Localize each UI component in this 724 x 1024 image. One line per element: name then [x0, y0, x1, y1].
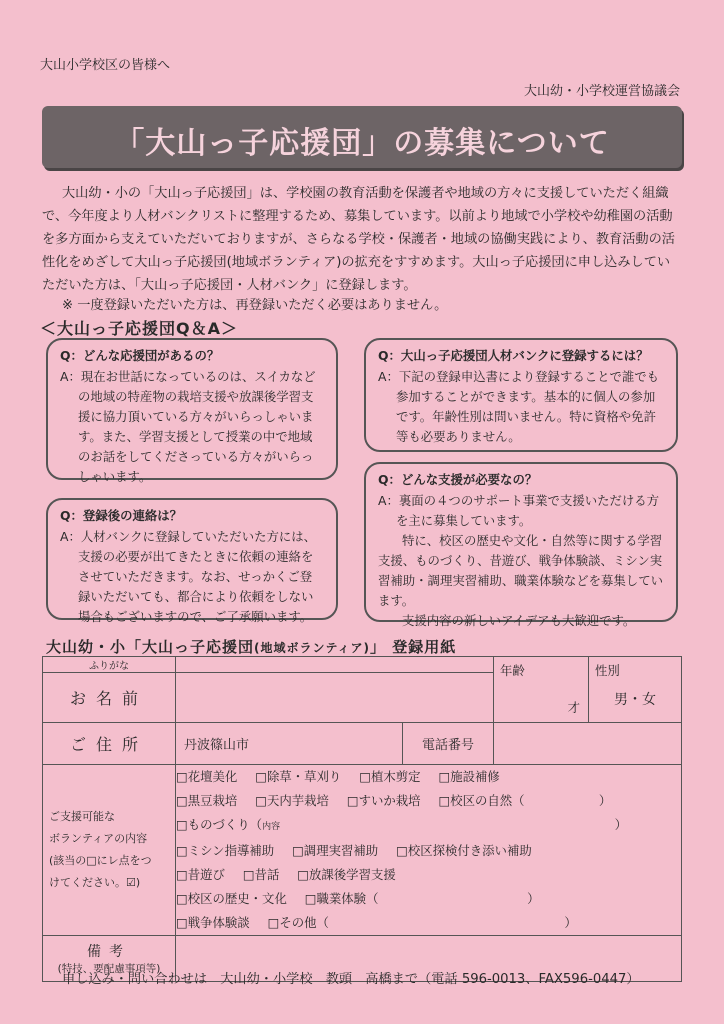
checkbox-option[interactable]: □すいか栽培: [346, 793, 421, 808]
qa-answer: A：下記の登録申込書により登録することで誰でも参加することができます。基本的に個人の参加です。年齢性別は問いません。特に資格や免許等も必要ありません。: [378, 369, 660, 444]
checkbox-option[interactable]: □放課後学習支援: [297, 867, 396, 882]
support-row: [176, 765, 681, 789]
qa-answer-detail: 特に、校区の歴史や文化・自然等に関する学習支援、ものづくり、昔遊び、戦争体験談、ミシン実習補助・調理実習補助、職業体験などを募集しています。: [378, 533, 663, 608]
checkbox-option[interactable]: □昔遊び: [176, 867, 225, 882]
checkbox-option[interactable]: □花壇美化: [176, 769, 238, 784]
checkbox-option[interactable]: □校区の自然（ ）: [438, 793, 612, 808]
addressee: 大山小学校区の皆様へ: [40, 58, 171, 73]
address-label: ご住所: [43, 723, 176, 765]
support-row: [176, 863, 681, 887]
contact-footer: 申し込み・問い合わせは 大山幼・小学校 教頭 高橋まで（電話 596-0013、FAX596-0447）: [62, 972, 640, 987]
support-row: [176, 789, 681, 813]
support-row: [176, 839, 681, 863]
support-row: [176, 887, 681, 911]
content-label: 内容: [262, 822, 281, 832]
checkbox-option[interactable]: □校区探検付き添い補助: [396, 843, 532, 858]
qa-heading: ＜大山っ子応援団Q＆A＞: [40, 319, 238, 338]
checkbox-option[interactable]: □ミシン指導補助: [176, 843, 275, 858]
gender-field[interactable]: [589, 657, 682, 723]
remarks-label: 備考 (特技、要配慮事項等): [43, 936, 176, 982]
age-field[interactable]: [494, 657, 589, 723]
age-unit: 才: [567, 700, 580, 715]
address-field[interactable]: 丹波篠山市: [176, 723, 403, 765]
support-row: [176, 911, 681, 935]
checkbox-option[interactable]: □除草・草刈り: [255, 769, 342, 784]
form-title: 大山幼・小「大山っ子応援団(地域ボランティア)」 登録用紙: [46, 638, 457, 656]
checkbox-option[interactable]: □黒豆栽培: [176, 793, 238, 808]
qa-box-what-groups: [46, 338, 338, 484]
qa-box-support-needed: [364, 462, 678, 628]
checkbox-option[interactable]: □調理実習補助: [292, 843, 379, 858]
checkbox-option[interactable]: □校区の歴史・文化: [176, 891, 287, 906]
checkbox-option[interactable]: □天内芋栽培: [255, 793, 329, 808]
qa-box-contact-after: [46, 498, 338, 624]
qa-answer: A：現在お世話になっているのは、スイカなどの地域の特産物の栽培支援や放課後学習支援に協力頂いている方々がいらっしゃいます。また、学習支援として授業の中で地域のお話をしてくださっている方々がいらっしゃいます。: [60, 369, 316, 484]
phone-label: 電話番号: [403, 723, 494, 765]
phone-field[interactable]: [494, 723, 682, 765]
page-title: 「大山っ子応援団」の募集について: [114, 126, 610, 161]
qa-question: Q：大山っ子応援団人材バンクに登録するには？: [378, 348, 649, 363]
checkbox-option[interactable]: □昔話: [242, 867, 280, 882]
name-label: お名前: [43, 673, 176, 723]
checkbox-option[interactable]: □植木剪定: [359, 769, 421, 784]
content-blank[interactable]: ）: [280, 817, 628, 832]
qa-question: Q：登録後の連絡は？: [60, 508, 183, 523]
title-banner: [42, 106, 682, 168]
checkbox-option[interactable]: □施設補修: [438, 769, 500, 784]
checkbox-option[interactable]: □職業体験（ ）: [304, 891, 540, 906]
qa-answer: A：裏面の４つのサポート事業で支援いただける方を主に募集しています。: [378, 493, 660, 528]
qa-answer: A：人材バンクに登録していただいた方には、支援の必要が出てきたときに依頼の連絡をさせていただきます。なお、せっかくご登録いただいても、都合により依頼をしない場合もございますので、ご了承願います。: [60, 529, 317, 624]
qa-question: Q：どんな支援が必要なの？: [378, 472, 538, 487]
intro-paragraph: 大山幼・小の「大山っ子応援団」は、学校園の教育活動を保護者や地域の方々に支援していただく組織で、今年度より人材バンクリストに整理するため、募集しています。以前より地域で小学校や幼稚園の活動を多方面から支えていただいておりますが、さらなる学校・保護者・地域の協働実践により、教育活動の活性化をめざして大山っ子応援団(地域ボランティア)の拡充をすすめます。大山っ子応援団に申し込みしていただいた方は、「大山っ子応援団・人材バンク」に登録します。: [42, 186, 675, 293]
registration-form: [42, 656, 682, 982]
checkbox-option[interactable]: □その他（ ）: [267, 915, 577, 930]
support-row: [176, 813, 681, 839]
checkbox-option[interactable]: □ものづくり（: [176, 817, 263, 832]
gender-options[interactable]: 男・女: [614, 692, 656, 708]
qa-box-how-to-register: [364, 338, 678, 452]
support-label: ご支援可能な ボランティアの内容 (該当の□にレ点をつ けてください。☑): [43, 765, 176, 936]
intro-note: ※ 一度登録いただいた方は、再登録いただく必要はありません。: [62, 298, 448, 313]
support-options[interactable]: [176, 765, 682, 936]
qa-question: Q：どんな応援団があるの？: [60, 348, 220, 363]
checkbox-option[interactable]: □戦争体験談: [176, 915, 250, 930]
name-field[interactable]: [176, 673, 494, 723]
furigana-label: ふりがな: [43, 657, 176, 673]
qa-answer-closing: 支援内容の新しいアイデアも大歓迎です。: [402, 613, 636, 628]
organization-name: 大山幼・小学校運営協議会: [523, 84, 680, 99]
age-label: 年齢: [500, 663, 525, 678]
furigana-field[interactable]: [176, 657, 494, 673]
gender-label: 性別: [595, 663, 620, 678]
